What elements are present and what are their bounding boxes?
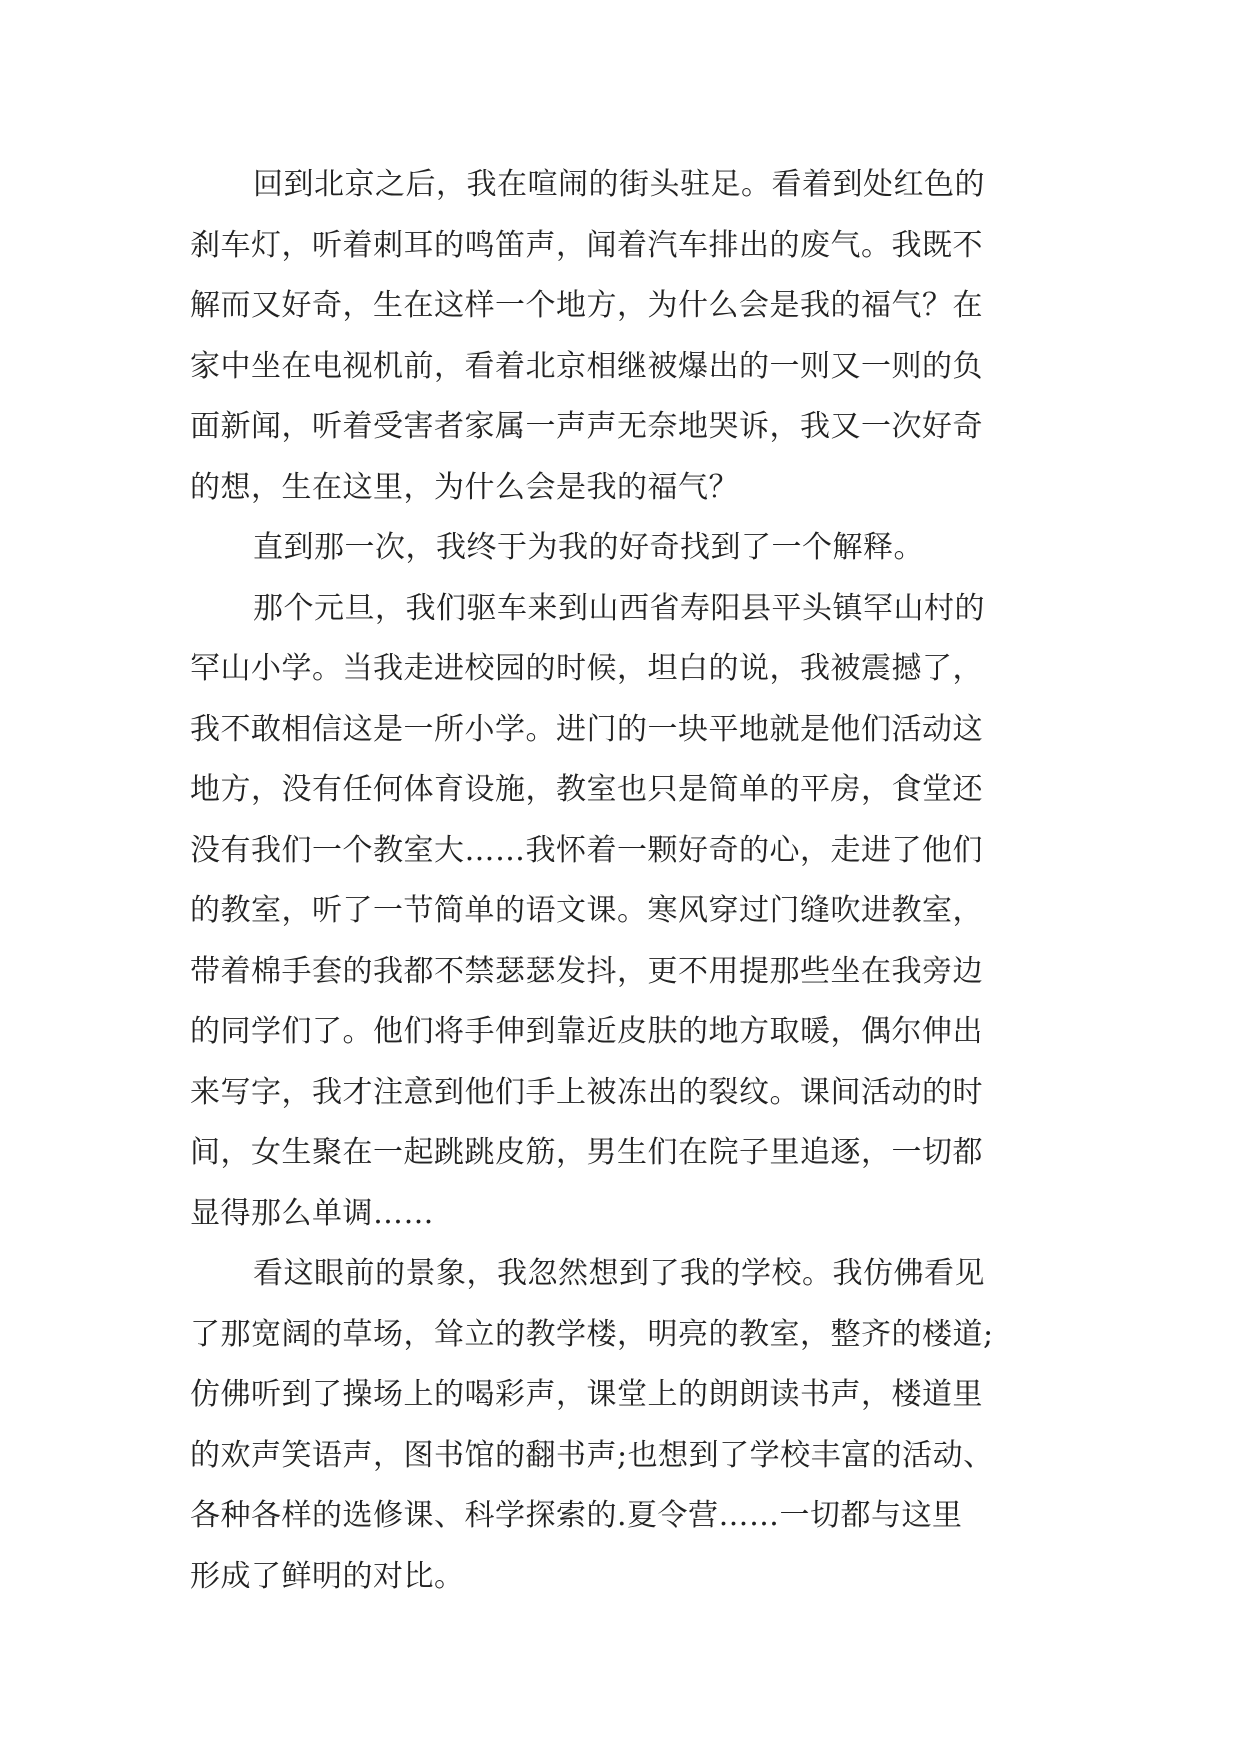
document-body xyxy=(190,155,1050,1607)
text-line: 间，女生聚在一起跳跳皮筋，男生们在院子里追逐，一切都 xyxy=(190,1135,983,1170)
text-line: 仿佛听到了操场上的喝彩声，课堂上的朗朗读书声，楼道里 xyxy=(190,1377,983,1412)
text-line: 那个元旦，我们驱车来到山西省寿阳县平头镇罕山村的 xyxy=(253,590,985,626)
text-line: 的教室，听了一节简单的语文课。寒风穿过门缝吹进教室， xyxy=(190,893,983,928)
text-line: 没有我们一个教室大……我怀着一颗好奇的心，走进了他们 xyxy=(190,832,983,868)
text-line: 形成了鲜明的对比。 xyxy=(190,1558,465,1594)
text-line: 解而又好奇，生在这样一个地方，为什么会是我的福气？在 xyxy=(190,288,983,323)
text-line: 直到那一次，我终于为我的好奇找到了一个解释。 xyxy=(253,530,924,565)
text-line: 的欢声笑语声，图书馆的翻书声;也想到了学校丰富的活动、 xyxy=(190,1437,994,1473)
text-line: 的同学们了。他们将手伸到靠近皮肤的地方取暖，偶尔伸出 xyxy=(190,1014,983,1049)
paragraph-3 xyxy=(190,579,1050,1245)
text-line: 面新闻，听着受害者家属一声声无奈地哭诉，我又一次好奇 xyxy=(190,409,983,444)
paragraph-1 xyxy=(190,155,1050,518)
text-line: 了那宽阔的草场，耸立的教学楼，明亮的教室，整齐的楼道; xyxy=(190,1316,994,1352)
text-line: 刹车灯，听着刺耳的鸣笛声，闻着汽车排出的废气。我既不 xyxy=(190,227,983,263)
paragraph-4 xyxy=(190,1244,1050,1607)
text-line: 我不敢相信这是一所小学。进门的一块平地就是他们活动这 xyxy=(190,711,983,747)
text-line: 回到北京之后，我在喧闹的街头驻足。看着到处红色的 xyxy=(253,167,985,202)
text-line: 的想，生在这里，为什么会是我的福气？ xyxy=(190,469,739,505)
text-line: 带着棉手套的我都不禁瑟瑟发抖，更不用提那些坐在我旁边 xyxy=(190,953,983,989)
text-line: 罕山小学。当我走进校园的时候，坦白的说，我被震撼了， xyxy=(190,651,983,686)
paragraph-2 xyxy=(190,518,1050,579)
text-line: 显得那么单调…… xyxy=(190,1195,434,1231)
text-line: 各种各样的选修课、科学探索的.夏令营……一切都与这里 xyxy=(190,1498,963,1533)
text-line: 地方，没有任何体育设施，教室也只是简单的平房，食堂还 xyxy=(190,772,983,807)
text-line: 家中坐在电视机前，看着北京相继被爆出的一则又一则的负 xyxy=(190,348,983,384)
text-line: 看这眼前的景象，我忽然想到了我的学校。我仿佛看见 xyxy=(253,1256,985,1291)
text-line: 来写字，我才注意到他们手上被冻出的裂纹。课间活动的时 xyxy=(190,1074,983,1110)
